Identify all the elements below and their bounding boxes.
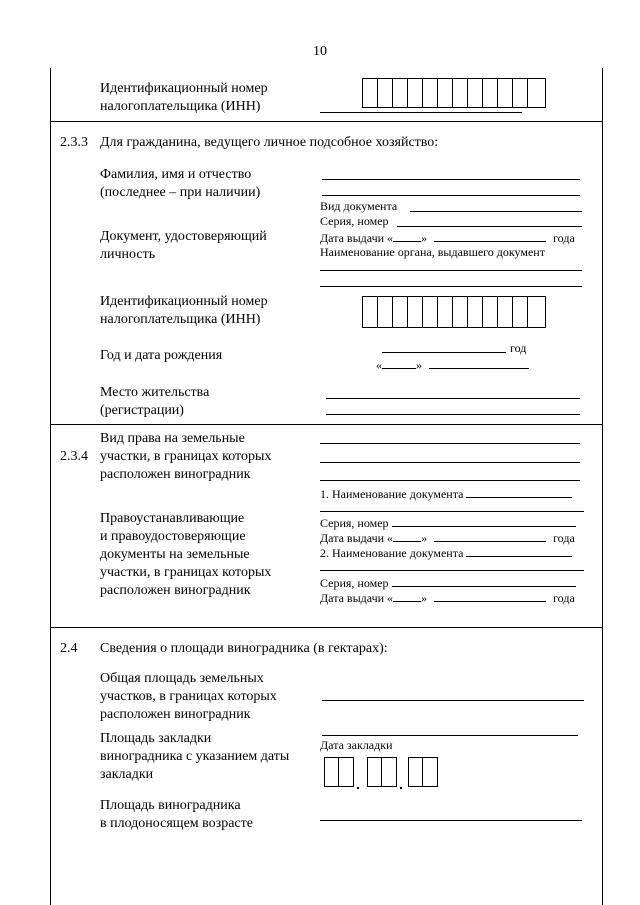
month-year-input[interactable] (434, 230, 546, 242)
inn-input-cells-2[interactable] (362, 296, 546, 328)
planting-year-cells[interactable] (408, 757, 438, 787)
doc2-month-year-input[interactable] (434, 590, 546, 602)
doc-type-input[interactable] (410, 211, 582, 212)
doc-series-input[interactable] (397, 226, 582, 227)
section-number: 2.3.3 (60, 135, 88, 150)
doc1-day-input[interactable] (393, 530, 421, 542)
planting-date-label: Дата закладки (320, 738, 393, 752)
birth-month-input[interactable] (429, 357, 529, 369)
doc2-row: 2. Наименование документа (320, 545, 572, 560)
birth-year-input[interactable] (382, 352, 506, 353)
section-heading: Сведения о площади виноградника (в гектарах): (100, 641, 388, 656)
doc1-series-row: Серия, номер (320, 515, 576, 530)
fruiting-area-input[interactable] (320, 820, 582, 821)
total-area-input[interactable] (322, 700, 584, 701)
table-left-border (50, 68, 51, 905)
doc1-date-row: Дата выдачи « » года (320, 531, 575, 545)
issuer-line-1[interactable] (320, 270, 582, 271)
right-type-label: Вид права на земельные участки, в границах которых расположен виноградник (100, 431, 272, 482)
doc1-line[interactable] (320, 511, 584, 512)
doc-series-label: Серия, номер (320, 214, 389, 228)
birth-year-suffix: год (510, 341, 527, 355)
issuer-label: Наименование органа, выдавшего документ (320, 245, 545, 259)
birth-date-row: « » (376, 357, 529, 372)
birth-label: Год и дата рождения (100, 348, 223, 363)
doc1-row: 1. Наименование документа (320, 486, 572, 501)
table-right-border (602, 68, 603, 905)
title-docs-label: Правоустанавливающие и правоудостоверяющие документы на земельные участки, в границах которых расположен виноградник (100, 511, 272, 598)
day-input[interactable] (393, 230, 421, 242)
doc1-series-input[interactable] (392, 515, 576, 527)
planting-month-cells[interactable] (367, 757, 397, 787)
page-number: 10 (313, 44, 327, 59)
row-divider (50, 424, 602, 425)
row-divider (50, 627, 602, 628)
doc-label: Документ, удостоверяющий личность (100, 229, 267, 262)
date-separator-dot (400, 787, 402, 789)
total-area-label: Общая площадь земельных участков, в границах которых расположен виноградник (100, 671, 277, 722)
birth-day-input[interactable] (382, 357, 416, 369)
doc2-series-row: Серия, номер (320, 575, 576, 590)
right-type-line-3[interactable] (320, 480, 580, 481)
residence-line-1[interactable] (326, 398, 580, 399)
fruiting-area-label: Площадь виноградника в плодоносящем возрасте (100, 798, 253, 831)
inn-underline (320, 112, 522, 113)
inn-label: Идентификационный номер налогоплательщика (ИНН) (100, 81, 268, 114)
doc2-day-input[interactable] (393, 590, 421, 602)
date-separator-dot (357, 787, 359, 789)
planting-area-label: Площадь закладки виноградника с указанием даты закладки (100, 731, 290, 782)
issuer-line-2[interactable] (320, 286, 582, 287)
residence-line-2[interactable] (326, 414, 580, 415)
section-number: 2.4 (60, 641, 78, 656)
residence-label: Место жительства (регистрации) (100, 385, 210, 418)
right-type-line-2[interactable] (320, 462, 580, 463)
inn-input-cells[interactable] (362, 78, 546, 108)
doc1-month-year-input[interactable] (434, 530, 546, 542)
row-divider (50, 121, 602, 122)
inn-label-2: Идентификационный номер налогоплательщика (ИНН) (100, 294, 268, 327)
section-heading: Для гражданина, ведущего личное подсобное хозяйство: (100, 135, 439, 150)
doc2-input[interactable] (466, 545, 572, 557)
fio-line-1[interactable] (322, 179, 580, 180)
section-number: 2.3.4 (60, 449, 88, 464)
doc2-date-row: Дата выдачи « » года (320, 591, 575, 605)
planting-day-cells[interactable] (324, 757, 354, 787)
fio-label: Фамилия, имя и отчество (последнее – при наличии) (100, 167, 261, 200)
doc2-line[interactable] (320, 570, 584, 571)
doc-issue-date-row: Дата выдачи « » года (320, 231, 575, 245)
doc2-series-input[interactable] (392, 575, 576, 587)
planting-area-input[interactable] (322, 735, 578, 736)
fio-line-2[interactable] (322, 195, 580, 196)
doc-type-label: Вид документа (320, 199, 398, 213)
doc1-input[interactable] (466, 486, 572, 498)
right-type-line-1[interactable] (320, 443, 580, 444)
